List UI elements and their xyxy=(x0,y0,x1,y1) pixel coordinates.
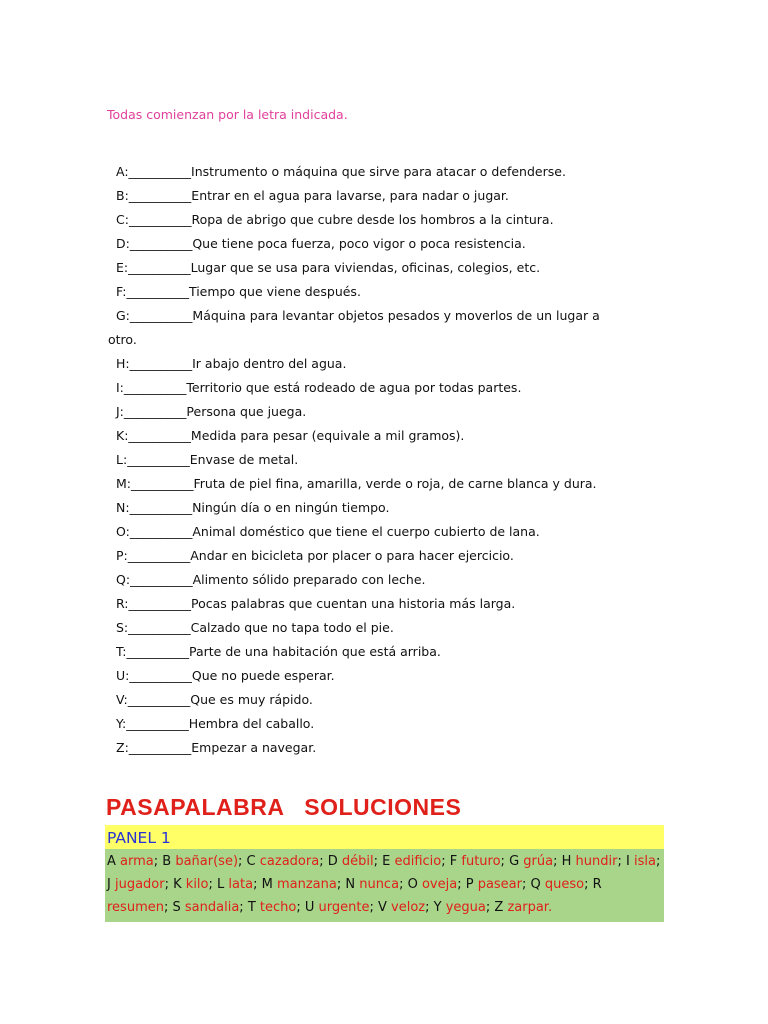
answer-word: zarpar. xyxy=(507,900,553,915)
clue-item xyxy=(108,448,668,472)
clue-letter: H: xyxy=(116,356,130,371)
answer-word: futuro xyxy=(461,854,501,869)
answer-blank: __________ xyxy=(128,596,192,611)
clue-item xyxy=(108,208,668,232)
clue-letter: A: xyxy=(116,164,129,179)
clue-letter: G: xyxy=(116,308,130,323)
clue-item xyxy=(108,160,668,184)
clue-letter: M: xyxy=(116,476,131,491)
answer-letter: V xyxy=(377,900,387,915)
clue-item xyxy=(108,184,668,208)
clue-item xyxy=(108,712,668,736)
clue-text: Empezar a navegar. xyxy=(191,740,317,755)
answer-blank: __________ xyxy=(128,188,192,203)
clue-text: Envase de metal. xyxy=(189,452,299,467)
clue-item xyxy=(108,472,668,496)
clue-item xyxy=(108,400,668,424)
answer-letter: J xyxy=(107,877,111,892)
clue-text: Tiempo que viene después. xyxy=(188,284,361,299)
answer-letter: L xyxy=(217,877,225,892)
answer-blank: __________ xyxy=(126,284,189,299)
answer-blank: __________ xyxy=(129,356,193,371)
answer-blank: __________ xyxy=(129,668,192,683)
answer-word: sandalia xyxy=(184,900,240,915)
clue-item xyxy=(108,256,668,280)
clue-letter: F: xyxy=(116,284,127,299)
clue-letter: Q: xyxy=(116,572,131,587)
answer-letter: Y xyxy=(433,900,442,915)
clue-text: Animal doméstico que tiene el cuerpo cubierto de lana. xyxy=(192,524,540,539)
clue-letter: I: xyxy=(116,380,124,395)
clue-text: Que no puede esperar. xyxy=(191,668,335,683)
answer-word: lata xyxy=(228,877,254,892)
clue-text: Hembra del caballo. xyxy=(188,716,315,731)
answer-letter: T xyxy=(247,900,256,915)
answer-letter: N xyxy=(345,877,356,892)
clue-text: Parte de una habitación que está arriba. xyxy=(188,644,441,659)
clue-item xyxy=(108,520,668,544)
answer-letter: H xyxy=(561,854,572,869)
instructions: Todas comienzan por la letra indicada. xyxy=(107,107,348,122)
answer-blank: __________ xyxy=(127,548,191,563)
clue-item xyxy=(108,352,668,376)
clue-letter: L: xyxy=(116,452,128,467)
clue-item xyxy=(108,736,668,760)
clue-list xyxy=(108,160,668,760)
solutions-title: PASAPALABRA SOLUCIONES xyxy=(106,794,462,820)
clue-text: Ropa de abrigo que cubre desde los hombros a la cintura. xyxy=(191,212,554,227)
answer-blank: __________ xyxy=(129,500,193,515)
answer-letter: Z xyxy=(494,900,504,915)
clue-text: Ningún día o en ningún tiempo. xyxy=(192,500,390,515)
clue-letter: U: xyxy=(116,668,130,683)
answer-blank: __________ xyxy=(127,452,190,467)
answer-letter: O xyxy=(407,877,418,892)
answer-letter: S xyxy=(172,900,181,915)
clue-letter: Z: xyxy=(116,740,129,755)
answer-letter: A xyxy=(107,854,116,869)
answer-word: bañar(se) xyxy=(175,854,239,869)
answer-blank: __________ xyxy=(129,308,193,323)
answer-word: yegua xyxy=(445,900,486,915)
answer-blank: __________ xyxy=(129,236,193,251)
clue-letter: Y: xyxy=(116,716,127,731)
clue-letter: T: xyxy=(116,644,127,659)
answer-letter: D xyxy=(327,854,338,869)
clue-text: Pocas palabras que cuentan una historia más larga. xyxy=(191,596,516,611)
answer-letter: P xyxy=(465,877,474,892)
clue-letter: C: xyxy=(116,212,129,227)
clue-item xyxy=(108,304,668,352)
clue-text: Instrumento o máquina que sirve para atacar o defenderse. xyxy=(191,164,566,179)
clue-text: Persona que juega. xyxy=(186,404,307,419)
clue-text: Alimento sólido preparado con leche. xyxy=(192,572,426,587)
answer-blank: __________ xyxy=(123,404,187,419)
answer-word: jugador xyxy=(114,877,165,892)
clue-letter: B: xyxy=(116,188,129,203)
clue-letter: K: xyxy=(116,428,129,443)
clue-item xyxy=(108,496,668,520)
clue-text: Medida para pesar (equivale a mil gramos). xyxy=(190,428,465,443)
answer-word: arma xyxy=(120,854,154,869)
answer-blank: __________ xyxy=(128,428,191,443)
clue-item xyxy=(108,688,668,712)
answer-letter: G xyxy=(509,854,520,869)
clue-letter: N: xyxy=(116,500,130,515)
answer-letter: K xyxy=(173,877,182,892)
answer-word: nunca xyxy=(359,877,400,892)
clue-item xyxy=(108,592,668,616)
answer-blank: __________ xyxy=(128,740,192,755)
answer-blank: __________ xyxy=(131,476,194,491)
answer-blank: __________ xyxy=(129,524,193,539)
answer-letter: R xyxy=(592,877,602,892)
answer-word: isla xyxy=(633,854,656,869)
answer-word: urgente xyxy=(318,900,370,915)
answer-letter: Q xyxy=(530,877,541,892)
clue-text: Que es muy rápido. xyxy=(190,692,313,707)
answer-word: manzana xyxy=(276,877,337,892)
answer-word: grúa xyxy=(523,854,554,869)
clue-text: Territorio que está rodeado de agua por todas partes. xyxy=(186,380,522,395)
clue-text-continued: otro. xyxy=(108,332,137,347)
clue-item xyxy=(108,280,668,304)
answer-blank: __________ xyxy=(128,620,191,635)
clue-text: Ir abajo dentro del agua. xyxy=(192,356,347,371)
clue-letter: S: xyxy=(116,620,129,635)
answer-word: resumen xyxy=(107,900,164,915)
clue-item xyxy=(108,376,668,400)
answer-letter: C xyxy=(246,854,256,869)
clue-item xyxy=(108,568,668,592)
answer-word: pasear xyxy=(477,877,522,892)
answer-word: edificio xyxy=(394,854,442,869)
answer-blank: __________ xyxy=(128,260,191,275)
answer-word: queso xyxy=(544,877,585,892)
clue-item xyxy=(108,640,668,664)
clue-item xyxy=(108,424,668,448)
clue-text: Calzado que no tapa todo el pie. xyxy=(190,620,394,635)
clue-text: Máquina para levantar objetos pesados y moverlos de un lugar a xyxy=(192,308,600,323)
clue-letter: E: xyxy=(116,260,129,275)
answer-blank: __________ xyxy=(126,716,189,731)
answer-letter: F xyxy=(449,854,458,869)
answer-letter: B xyxy=(162,854,172,869)
answer-letter: U xyxy=(304,900,315,915)
answer-word: oveja xyxy=(421,877,458,892)
clue-text: Que tiene poca fuerza, poco vigor o poca resistencia. xyxy=(192,236,526,251)
answer-word: techo xyxy=(259,900,297,915)
answer-blank: __________ xyxy=(128,164,192,179)
answers-text: A arma; B bañar(se); C cazadora; D débil; E edificio; F futuro; G grúa; H hundir; I isla; J jugador; K kilo; L lata; M manzana; N nunca; O oveja; P pasear; Q queso; R resumen; S sandalia; T techo; U urgente; V veloz; Y yegua; Z zarpar. xyxy=(105,849,664,922)
answer-blank: __________ xyxy=(128,212,192,227)
clue-item xyxy=(108,616,668,640)
clue-text: Lugar que se usa para viviendas, oficinas, colegios, etc. xyxy=(190,260,541,275)
answer-blank: __________ xyxy=(126,644,189,659)
answer-word: hundir xyxy=(575,854,618,869)
answer-word: veloz xyxy=(391,900,426,915)
answer-letter: I xyxy=(625,854,630,869)
clue-letter: O: xyxy=(116,524,130,539)
clue-letter: D: xyxy=(116,236,130,251)
clue-text: Entrar en el agua para lavarse, para nadar o jugar. xyxy=(191,188,509,203)
clue-item xyxy=(108,544,668,568)
clue-item xyxy=(108,664,668,688)
clue-letter: R: xyxy=(116,596,129,611)
clue-letter: P: xyxy=(116,548,128,563)
answer-word: débil xyxy=(341,854,374,869)
answer-letter: E xyxy=(382,854,391,869)
answer-blank: __________ xyxy=(130,572,193,587)
panel-title: PANEL 1 xyxy=(105,825,664,849)
solutions-panel xyxy=(105,825,664,922)
answer-word: cazadora xyxy=(259,854,320,869)
answer-word: kilo xyxy=(185,877,209,892)
clue-item xyxy=(108,232,668,256)
clue-letter: V: xyxy=(116,692,128,707)
clue-letter: J: xyxy=(116,404,124,419)
answer-blank: __________ xyxy=(123,380,187,395)
clue-text: Fruta de piel fina, amarilla, verde o roja, de carne blanca y dura. xyxy=(193,476,597,491)
answer-letter: M xyxy=(261,877,273,892)
answer-blank: __________ xyxy=(127,692,191,707)
clue-text: Andar en bicicleta por placer o para hacer ejercicio. xyxy=(190,548,514,563)
